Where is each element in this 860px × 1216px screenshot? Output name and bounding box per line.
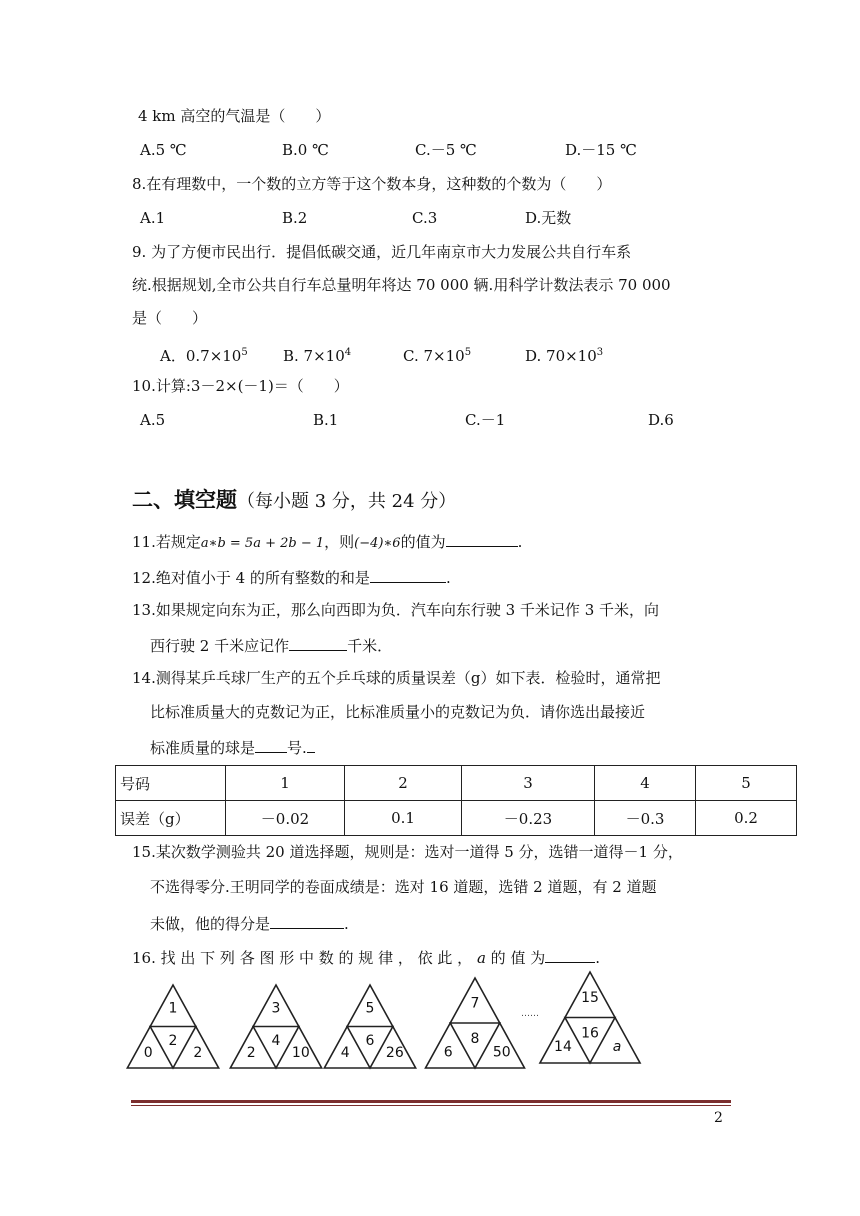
- table-cell: －0.23: [462, 801, 595, 836]
- section-title: 二、填空题: [132, 488, 237, 512]
- q8-option-c: C.3: [412, 209, 438, 227]
- triangle-inner-outline: [347, 1027, 393, 1069]
- q15-line2: 不选得零分.王明同学的卷面成绩是：选对 16 道题，选错 2 道题，有 2 道题: [150, 878, 657, 896]
- triangle-center-value: 6: [365, 1032, 375, 1049]
- triangle-inner-outline: [253, 1027, 299, 1069]
- q10-option-d: D.6: [648, 411, 674, 429]
- q9-option-d: D. $70\times 10^3$: [525, 347, 604, 365]
- q16-text: 16. 找 出 下 列 各 图 形 中 数 的 规 律 ， 依 此 ， a 的 值 为 .: [132, 946, 600, 968]
- triangle-outline: [324, 985, 415, 1068]
- q14-answer-blank[interactable]: [255, 736, 287, 753]
- table-cell: 0.2: [696, 801, 797, 836]
- triangle-right-value: 2: [193, 1045, 203, 1062]
- table-cell: 1: [226, 766, 345, 801]
- q10-option-c: C.－1: [465, 411, 506, 429]
- table-cell: 4: [595, 766, 696, 801]
- triangle-top-value: 3: [271, 1000, 281, 1017]
- q11-expression: (−4)∗6: [354, 536, 401, 551]
- section-heading: [132, 484, 456, 514]
- q15-answer-blank[interactable]: [270, 912, 344, 929]
- table-cell: －0.3: [595, 801, 696, 836]
- q9-line3: 是（ ）: [132, 309, 208, 327]
- q10-option-b: B.1: [313, 411, 339, 429]
- q14-line1: 14.测得某乒乓球厂生产的五个乒乓球的质量误差（g）如下表．检验时，通常把: [132, 669, 661, 687]
- footer-rule-thin: [131, 1105, 731, 1106]
- triangle-right-value: 26: [385, 1045, 404, 1062]
- triangle-outline: [127, 985, 218, 1068]
- q13-answer-blank[interactable]: [289, 634, 347, 651]
- table-row: [116, 766, 797, 801]
- q9-option-b: B. $7\times 10^4$: [283, 347, 352, 365]
- q15-line1: 15.某次数学测验共 20 道选择题，规则是：选对一道得 5 分，选错一道得－1 分，: [132, 843, 683, 861]
- triangle-left-value: 2: [246, 1045, 256, 1062]
- q16-answer-blank[interactable]: [545, 946, 595, 963]
- table-header-number: 号码: [116, 766, 226, 801]
- q7-option-d: D.－15 ℃: [565, 141, 637, 159]
- triangle-outline: [230, 985, 321, 1068]
- triangle-inner-outline: [565, 1018, 615, 1064]
- q8-text: 8.在有理数中，一个数的立方等于这个数本身，这种数的个数为（ ）: [132, 175, 612, 193]
- table-cell: －0.02: [226, 801, 345, 836]
- q7-option-b: B.0 ℃: [282, 141, 329, 159]
- triangle-right-value: 10: [291, 1045, 310, 1062]
- q10-text: 10.计算:3－2×(－1)＝（ ）: [132, 377, 349, 395]
- q8-option-b: B.2: [282, 209, 308, 227]
- table-cell: 3: [462, 766, 595, 801]
- q14-line3: 标准质量的球是 号.: [150, 736, 315, 758]
- triangle-top-value: 5: [365, 1000, 375, 1017]
- q7-option-c: C.－5 ℃: [415, 141, 477, 159]
- ellipsis-text: ……: [521, 1009, 539, 1019]
- triangle-left-value: 6: [443, 1044, 453, 1061]
- q13-line2: 西行驶 2 千米应记作 千米．: [150, 634, 392, 656]
- q7-text: 4 km 高空的气温是（ ）: [138, 107, 331, 125]
- table-row: [116, 801, 797, 836]
- q11-answer-blank[interactable]: [446, 530, 518, 547]
- triangle-left-value: 4: [340, 1045, 350, 1062]
- triangle-center-value: 2: [168, 1032, 178, 1049]
- table-cell: 2: [345, 766, 462, 801]
- q11-formula: a∗b = 5a + 2b − 1: [200, 536, 325, 551]
- triangle-center-value: 16: [581, 1025, 599, 1042]
- table-header-error: 误差（g）: [116, 801, 226, 836]
- q16-variable: a: [476, 949, 486, 967]
- triangle-right-value: a: [612, 1039, 622, 1056]
- q9-option-c: C. $7\times 10^5$: [403, 347, 472, 365]
- q12-answer-blank[interactable]: [370, 566, 446, 583]
- q14-line2: 比标准质量大的克数记为正，比标准质量小的克数记为负．请你选出最接近: [150, 703, 646, 721]
- triangle-inner-outline: [150, 1027, 196, 1069]
- table-cell: 0.1: [345, 801, 462, 836]
- triangle-outline: [540, 972, 640, 1063]
- triangle-inner-outline: [450, 1023, 500, 1068]
- q13-line1: 13.如果规定向东为正，那么向西即为负．汽车向东行驶 3 千米记作 3 千米，向: [132, 601, 660, 619]
- q11-text: 11.若规定a∗b = 5a + 2b − 1，则(−4)∗6的值为 .: [132, 530, 522, 554]
- triangle-right-value: 50: [492, 1044, 511, 1061]
- triangle-top-value: 15: [581, 990, 599, 1007]
- error-table: [115, 765, 797, 836]
- q9-option-a: A．$0.7\times 10^5$: [160, 347, 248, 365]
- section-subtitle: （每小题 3 分，共 24 分）: [237, 491, 457, 512]
- q9-line2: 统.根据规划,全市公共自行车总量明年将达 70 000 辆.用科学计数法表示 70 000: [132, 276, 671, 294]
- triangle-center-value: 8: [470, 1030, 480, 1047]
- triangle-left-value: 14: [554, 1039, 572, 1056]
- triangle-center-value: 4: [271, 1032, 281, 1049]
- page-number: 2: [714, 1110, 723, 1126]
- q9-line1: 9. 为了方便市民出行．提倡低碳交通，近几年南京市大力发展公共自行车系: [132, 243, 632, 261]
- triangle-outline: [426, 978, 525, 1068]
- triangle-left-value: 0: [143, 1045, 153, 1062]
- q8-option-d: D.无数: [525, 209, 572, 227]
- triangle-top-value: 7: [470, 995, 480, 1012]
- q12-text: 12.绝对值小于 4 的所有整数的和是 .: [132, 566, 451, 588]
- q8-option-a: A.1: [140, 209, 166, 227]
- q10-option-a: A.5: [140, 411, 166, 429]
- triangle-top-value: 1: [168, 1000, 178, 1017]
- footer-rule: [131, 1100, 731, 1103]
- q7-option-a: A.5 ℃: [140, 141, 187, 159]
- table-cell: 5: [696, 766, 797, 801]
- q15-line3: 未做，他的得分是 .: [150, 912, 349, 934]
